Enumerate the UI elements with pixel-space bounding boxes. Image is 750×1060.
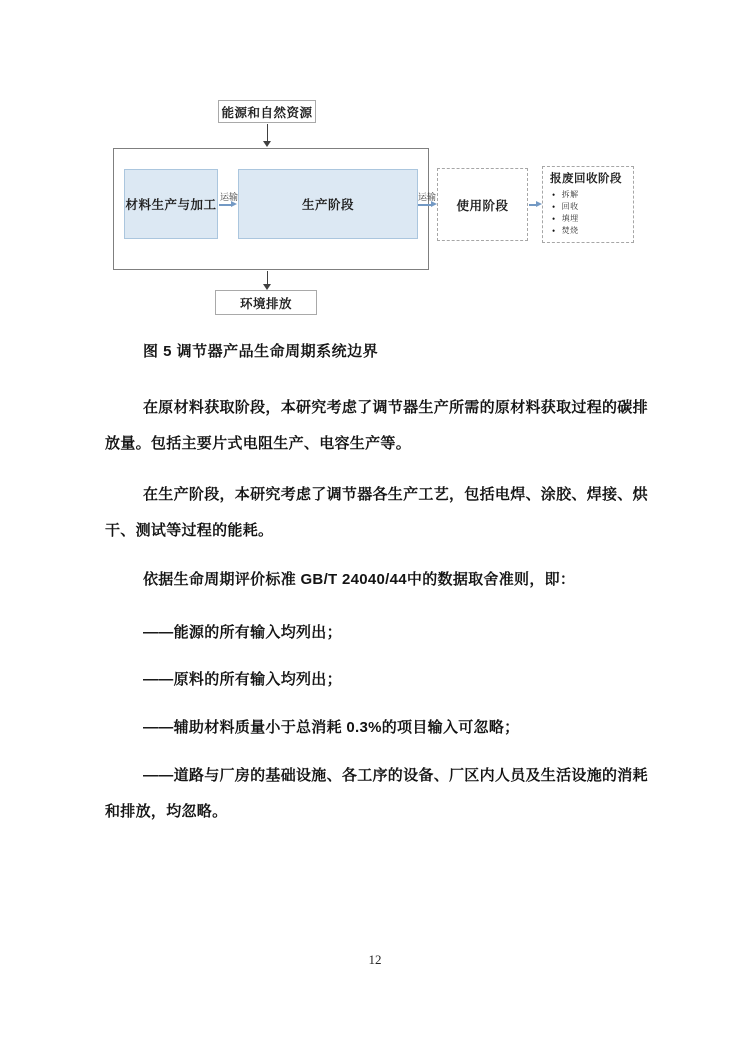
paragraph-line: ——辅助材料质量小于总消耗 0.3%的项目输入可忽略； <box>143 719 520 736</box>
list-item <box>550 225 626 237</box>
env-emission-box <box>215 290 317 315</box>
paragraph-line: 依据生命周期评价标准 GB/T 24040/44中的数据取舍准则，即： <box>143 571 576 588</box>
recycle-option-label: 填埋 <box>561 214 579 223</box>
paragraph-line: ——能源的所有输入均列出； <box>143 624 342 641</box>
arrow-energy-to-boundary-line <box>267 124 268 141</box>
paragraph-line: 在原材料获取阶段，本研究考虑了调节器生产所需的原材料获取过程的碳排 <box>143 399 648 416</box>
rule-item-energy <box>105 615 650 651</box>
energy-source-box <box>218 100 316 123</box>
bullet-dot-icon: • <box>552 214 556 224</box>
paragraph-line: 干、测试等过程的能耗。 <box>105 522 274 539</box>
use-to-recycle-arrow-line <box>529 204 536 206</box>
transport-label: 运输 <box>418 192 437 202</box>
recycle-option-label: 焚烧 <box>561 226 579 235</box>
recycle-stage-box <box>542 166 634 243</box>
list-item <box>550 189 626 201</box>
paragraph-standard <box>105 562 650 598</box>
production-stage-box <box>238 169 418 239</box>
transport-arrow-2-line <box>418 204 431 206</box>
recycle-options-list <box>550 189 626 237</box>
paragraph-line: 放量。包括主要片式电阻生产、电容生产等。 <box>105 435 412 452</box>
use-stage-box <box>437 168 528 241</box>
material-production-label: 材料生产与加工 <box>125 198 217 212</box>
page-number: 12 <box>368 952 382 967</box>
rule-item-infrastructure <box>105 758 650 830</box>
paragraph-line: ——道路与厂房的基础设施、各工序的设备、厂区内人员及生活设施的消耗 <box>143 767 648 784</box>
down-arrow-icon <box>263 141 271 147</box>
paragraph-line: ——原料的所有输入均列出； <box>143 671 342 688</box>
bullet-dot-icon: • <box>552 202 556 212</box>
env-emission-label: 环境排放 <box>239 296 292 311</box>
lifecycle-diagram <box>0 0 750 330</box>
arrow-boundary-to-env-line <box>267 271 268 284</box>
recycle-option-label: 回收 <box>561 202 579 211</box>
rule-item-material <box>105 662 650 698</box>
transport-arrow-1-line <box>219 204 231 206</box>
list-item <box>550 213 626 225</box>
paragraph-line: 和排放，均忽略。 <box>105 803 228 820</box>
recycle-option-label: 拆解 <box>561 190 579 199</box>
rule-item-auxiliary <box>105 710 650 746</box>
paragraph-line: 在生产阶段，本研究考虑了调节器各生产工艺，包括电焊、涂胶、焊接、烘 <box>143 486 648 503</box>
material-production-box <box>124 169 218 239</box>
bullet-dot-icon: • <box>552 190 556 200</box>
right-arrow-icon <box>231 201 237 207</box>
transport-label: 运输 <box>220 192 239 202</box>
list-item <box>550 201 626 213</box>
paragraph-raw-material <box>105 390 650 462</box>
paragraph-production <box>105 477 650 549</box>
production-stage-label: 生产阶段 <box>301 198 354 212</box>
use-stage-label: 使用阶段 <box>456 198 509 213</box>
recycle-stage-title: 报废回收阶段 <box>550 173 622 185</box>
energy-source-label: 能源和自然资源 <box>221 105 313 120</box>
figure-caption: 图 5 调节器产品生命周期系统边界 <box>143 343 379 360</box>
bullet-dot-icon: • <box>552 226 556 236</box>
